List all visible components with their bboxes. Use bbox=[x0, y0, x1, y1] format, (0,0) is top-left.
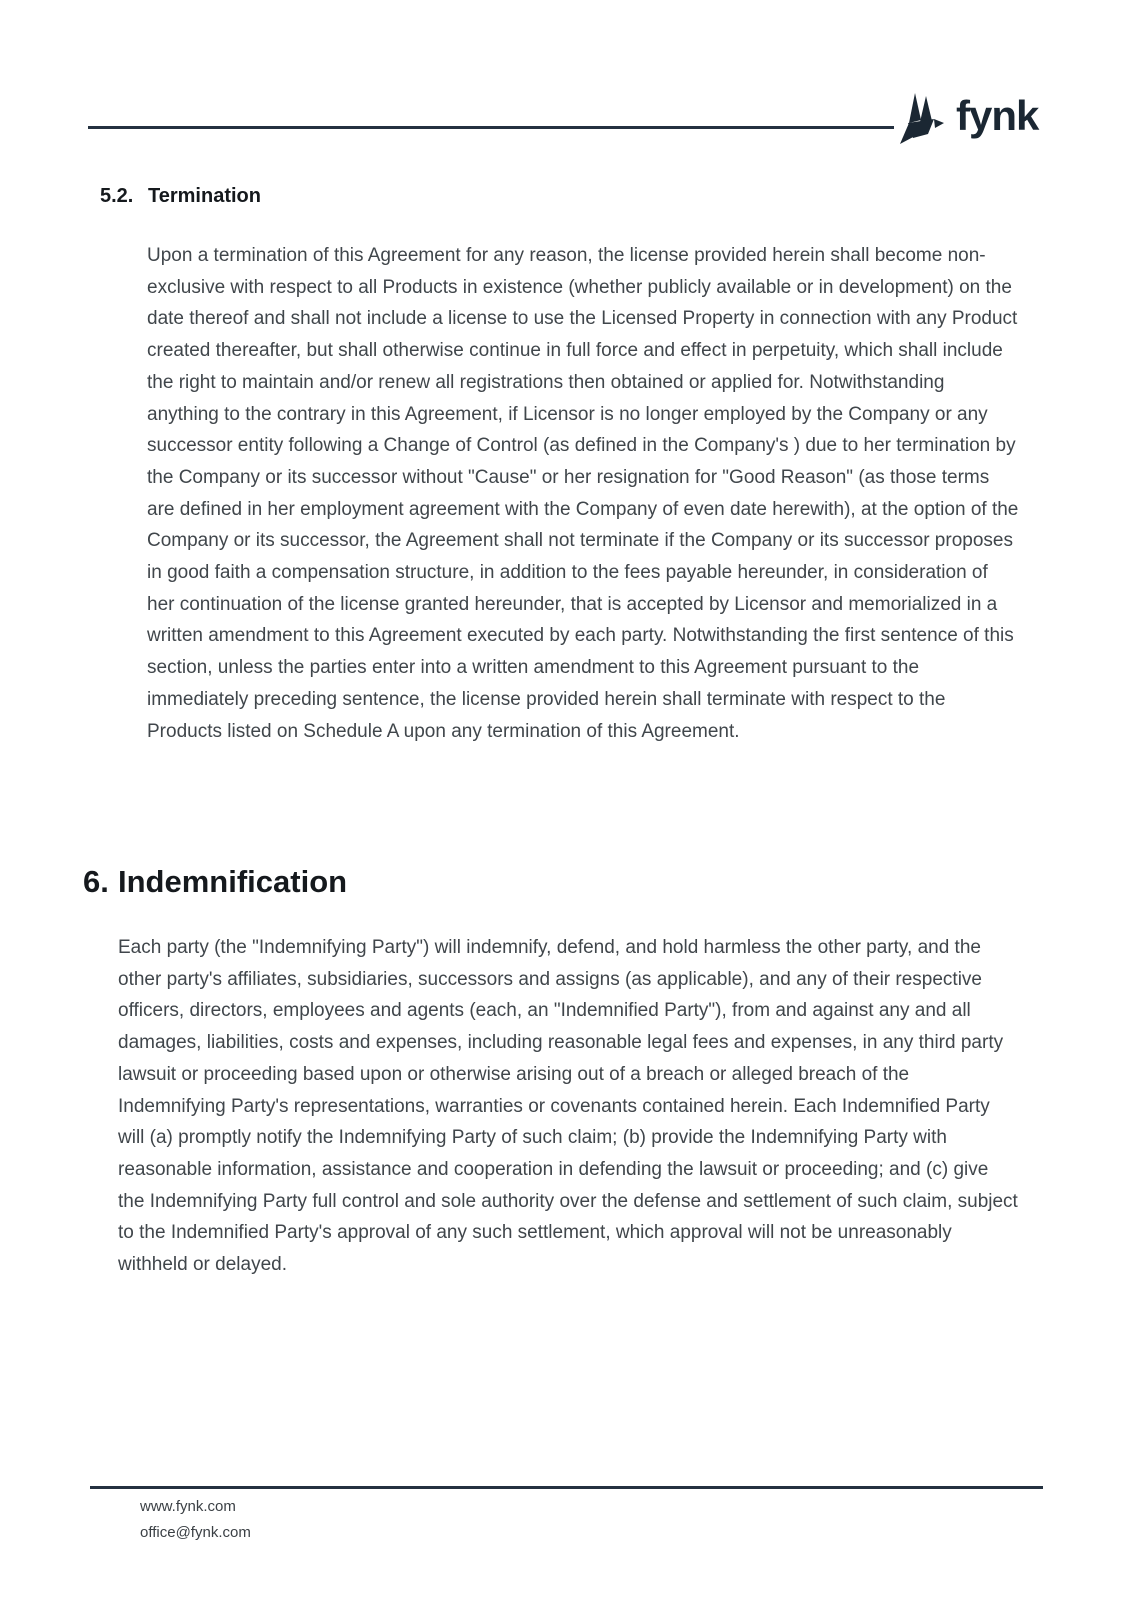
section-body-termination: Upon a termination of this Agreement for any reason, the license provided herein shall become non-exclusive with respect to all Products in existence (whether publicly available or in development) on the date thereof and shall not include a license to use the Licensed Property in connection with any Product created thereafter, but shall otherwise continue in full force and effect in perpetuity, which shall include the right to maintain and/or renew all registrations then obtained or applied for. Notwithstanding anything to the contrary in this Agreement, if Licensor is no longer employed by the Company or any successor entity following a Change of Control (as defined in the Company's ) due to her termination by the Company or its successor without "Cause" or her resignation for "Good Reason" (as those terms are defined in her employment agreement with the Company of even date herewith), at the option of the Company or its successor, the Agreement shall not terminate if the Company or its successor proposes in good faith a compensation structure, in addition to the fees payable hereunder, in consideration of her continuation of the license granted hereunder, that is accepted by Licensor and memorialized in a written amendment to this Agreement executed by each party. Notwithstanding the first sentence of this section, unless the parties enter into a written amendment to this Agreement pursuant to the immediately preceding sentence, the license provided herein shall terminate with respect to the Products listed on Schedule A upon any termination of this Agreement. bbox=[147, 245, 1019, 742]
brand-name: fynk bbox=[956, 92, 1039, 139]
section-heading-termination bbox=[100, 185, 261, 208]
brand-logo bbox=[898, 92, 1038, 146]
section-body-indemnification: Each party (the "Indemnifying Party") will indemnify, defend, and hold harmless the other party, and the other party's affiliates, subsidiaries, successors and assigns (as applicable), and any of their respective officers, directors, employees and agents (each, an "Indemnified Party"), from and against any and all damages, liabilities, costs and expenses, including reasonable legal fees and expenses, in any third party lawsuit or proceeding based upon or otherwise arising out of a breach or alleged breach of the Indemnifying Party's representations, warranties or covenants contained herein. Each Indemnified Party will (a) promptly notify the Indemnifying Party of such claim; (b) provide the Indemnifying Party with reasonable information, assistance and cooperation in defending the lawsuit or proceeding; and (c) give the Indemnifying Party full control and sole authority over the defense and settlement of such claim, subject to the Indemnified Party's approval of any such settlement, which approval will not be unreasonably withheld or delayed. bbox=[118, 937, 1018, 1276]
header-rule bbox=[88, 126, 894, 129]
footer-website-link: www.fynk.com bbox=[140, 1498, 236, 1515]
section-number: 6. bbox=[83, 864, 109, 899]
section-title: Termination bbox=[148, 185, 261, 207]
section-title: Indemnification bbox=[118, 864, 348, 899]
section-heading-indemnification bbox=[83, 864, 347, 900]
footer-rule bbox=[90, 1486, 1043, 1489]
footer-email-link: office@fynk.com bbox=[140, 1524, 251, 1541]
section-number: 5.2. bbox=[100, 185, 134, 207]
footer-contact bbox=[140, 1494, 251, 1546]
origami-crane-icon bbox=[898, 92, 948, 146]
